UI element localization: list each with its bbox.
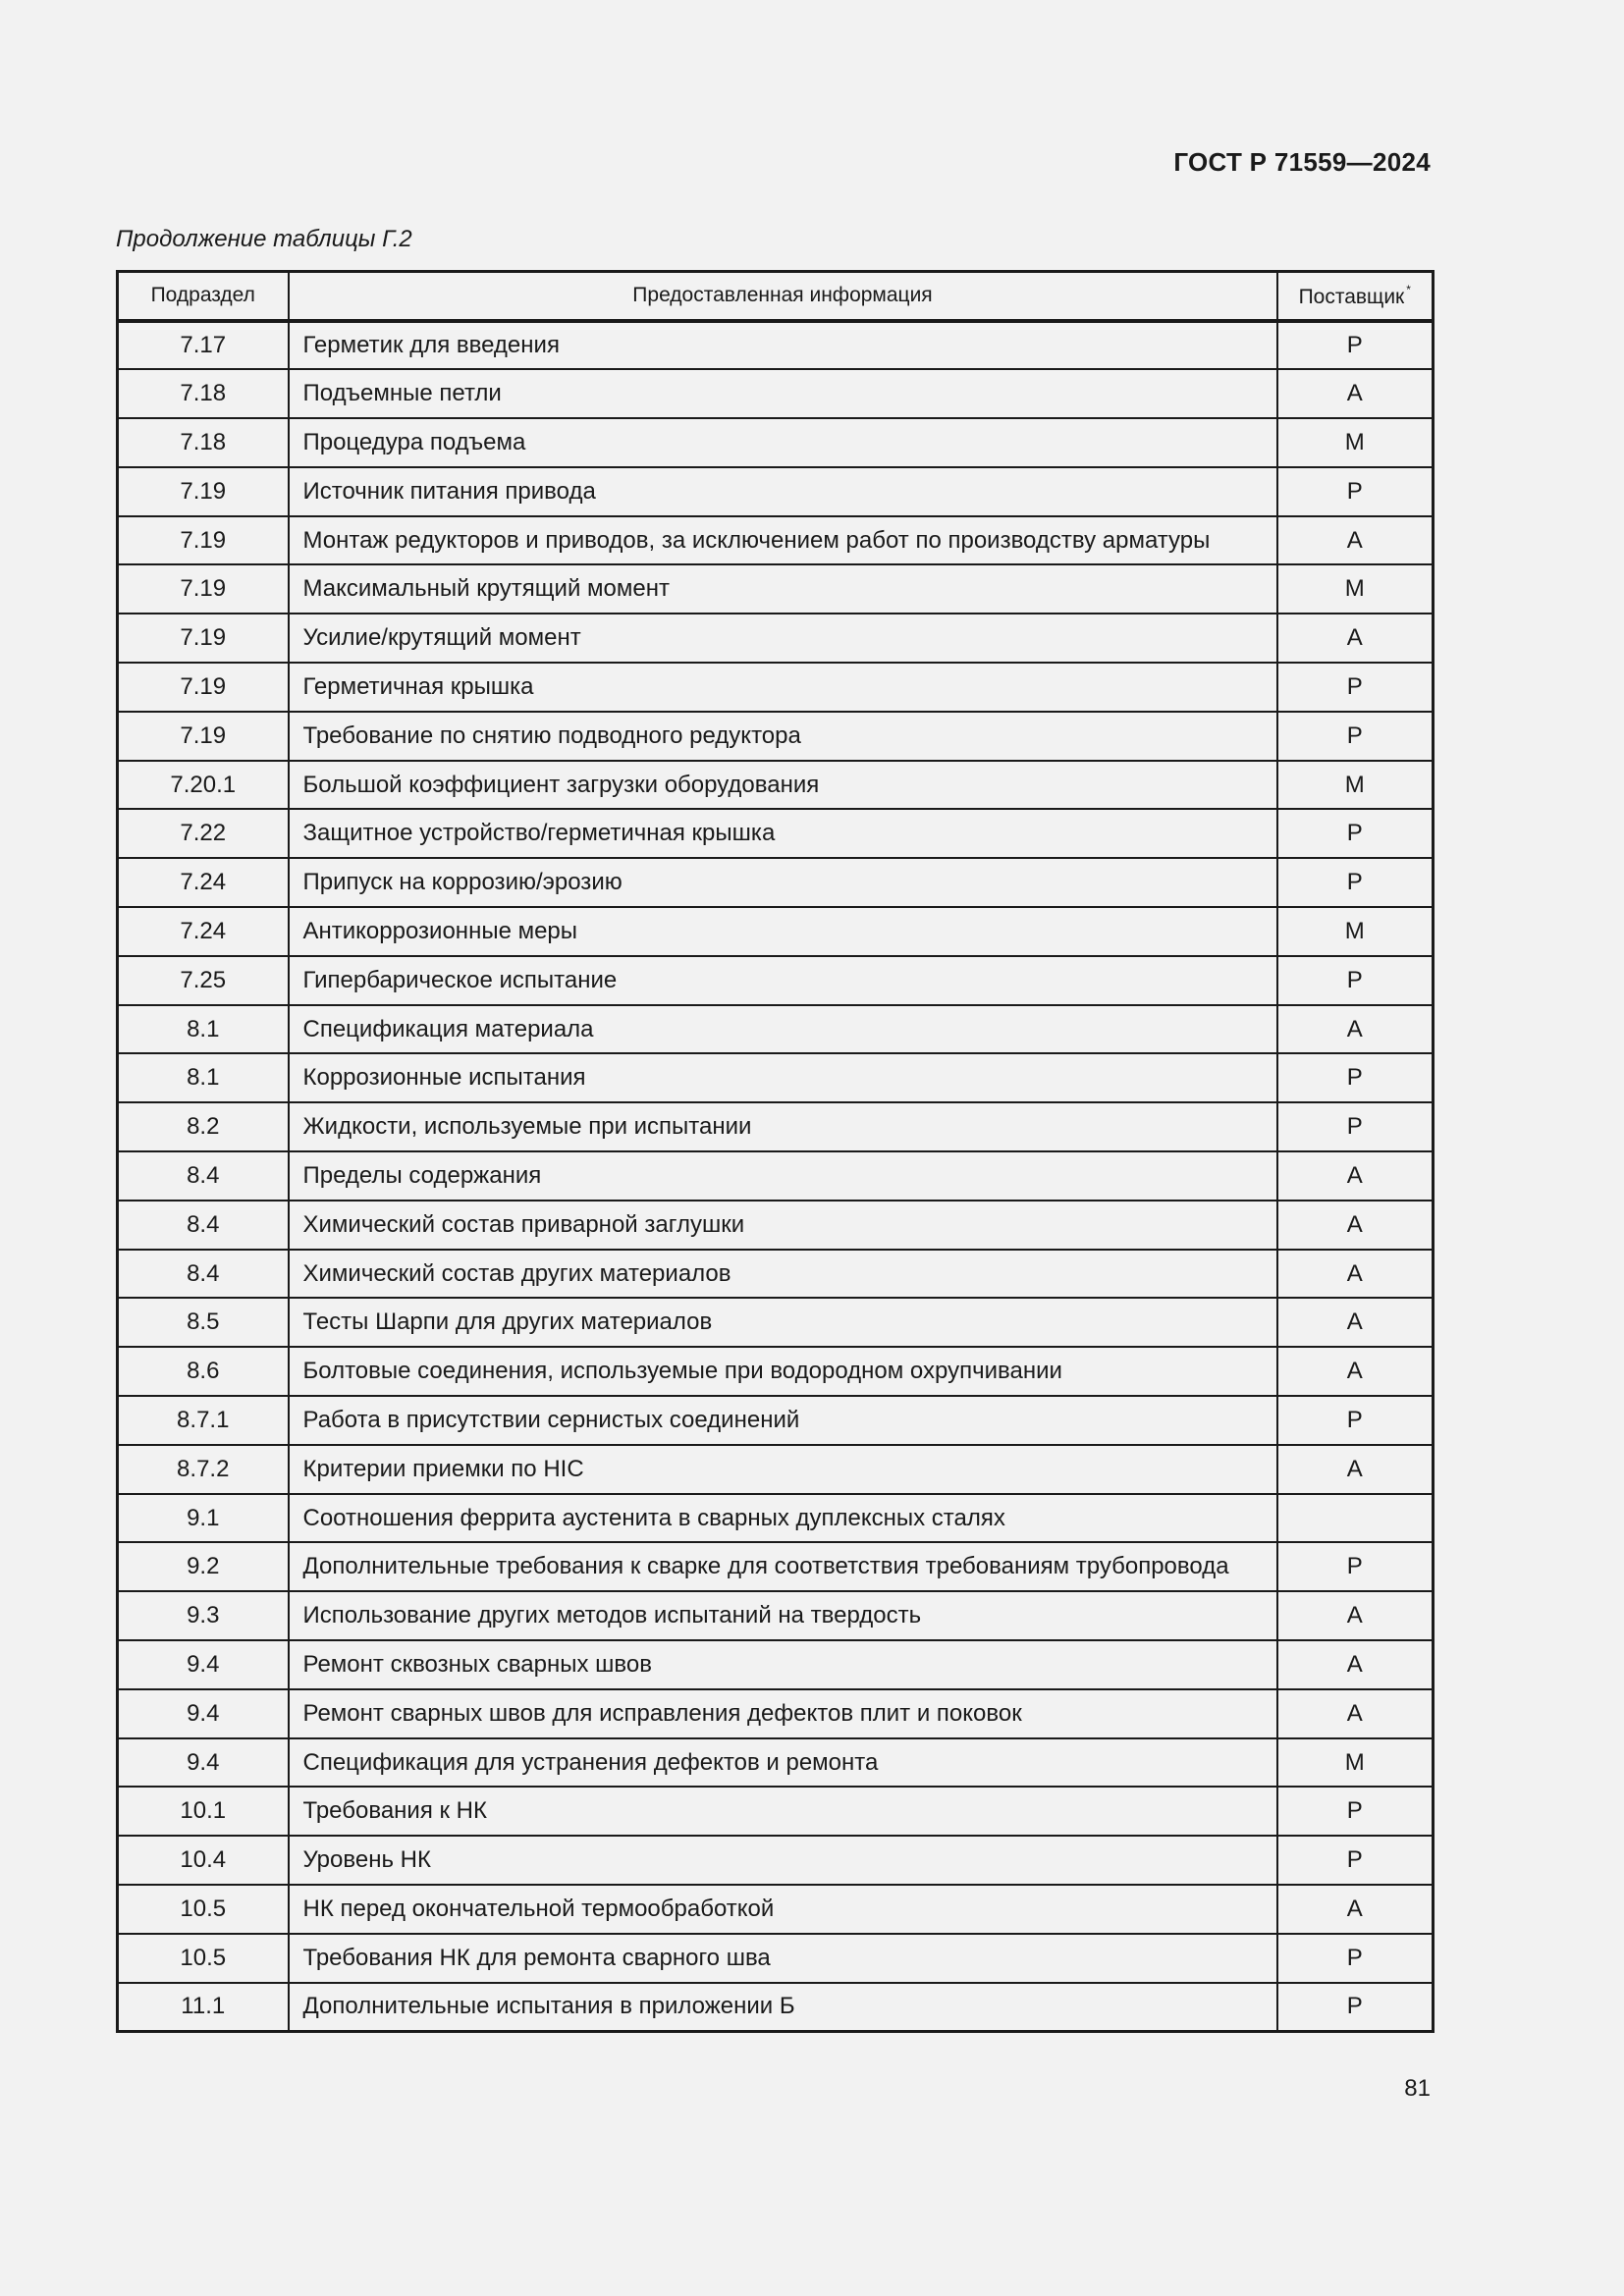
cell-information: Химический состав других материалов	[289, 1250, 1277, 1299]
cell-information: Подъемные петли	[289, 369, 1277, 418]
cell-subsection: 9.4	[118, 1640, 289, 1689]
table-row	[118, 1250, 1434, 1299]
cell-supplier: P	[1277, 1983, 1434, 2032]
table-row	[118, 369, 1434, 418]
cell-information: Требование по снятию подводного редуктора	[289, 712, 1277, 761]
cell-information: Антикоррозионные меры	[289, 907, 1277, 956]
cell-subsection: 8.4	[118, 1250, 289, 1299]
table-row	[118, 858, 1434, 907]
cell-supplier: A	[1277, 1005, 1434, 1054]
table-row	[118, 1151, 1434, 1201]
cell-information: Герметичная крышка	[289, 663, 1277, 712]
requirements-table-container	[116, 270, 1432, 2033]
table-row	[118, 761, 1434, 810]
table-body	[118, 321, 1434, 2032]
cell-subsection: 8.4	[118, 1201, 289, 1250]
table-row	[118, 1689, 1434, 1738]
cell-supplier	[1277, 1494, 1434, 1543]
cell-subsection: 7.25	[118, 956, 289, 1005]
table-row	[118, 956, 1434, 1005]
cell-supplier: P	[1277, 1836, 1434, 1885]
table-row	[118, 1934, 1434, 1983]
cell-subsection: 7.19	[118, 614, 289, 663]
cell-information: Соотношения феррита аустенита в сварных дуплексных сталях	[289, 1494, 1277, 1543]
cell-subsection: 8.7.1	[118, 1396, 289, 1445]
cell-supplier: P	[1277, 467, 1434, 516]
cell-supplier: M	[1277, 418, 1434, 467]
column-header-information: Предоставленная информация	[289, 272, 1277, 321]
cell-subsection: 7.18	[118, 369, 289, 418]
cell-information: Припуск на коррозию/эрозию	[289, 858, 1277, 907]
cell-supplier: A	[1277, 1689, 1434, 1738]
table-row	[118, 1053, 1434, 1102]
table-row	[118, 614, 1434, 663]
table-row	[118, 516, 1434, 565]
table-row	[118, 1102, 1434, 1151]
table-row	[118, 1640, 1434, 1689]
cell-subsection: 8.6	[118, 1347, 289, 1396]
cell-information: Защитное устройство/герметичная крышка	[289, 809, 1277, 858]
footnote-marker: *	[1406, 282, 1411, 296]
cell-subsection: 9.2	[118, 1542, 289, 1591]
cell-information: Ремонт сварных швов для исправления дефектов плит и поковок	[289, 1689, 1277, 1738]
table-row	[118, 907, 1434, 956]
cell-information: Уровень НК	[289, 1836, 1277, 1885]
cell-information: Коррозионные испытания	[289, 1053, 1277, 1102]
cell-information: Источник питания привода	[289, 467, 1277, 516]
cell-subsection: 9.1	[118, 1494, 289, 1543]
table-row	[118, 418, 1434, 467]
cell-supplier: P	[1277, 1934, 1434, 1983]
table-row	[118, 712, 1434, 761]
cell-supplier: A	[1277, 1885, 1434, 1934]
table-row	[118, 564, 1434, 614]
cell-supplier: A	[1277, 1201, 1434, 1250]
cell-supplier: A	[1277, 1640, 1434, 1689]
column-header-supplier: Поставщик *	[1277, 272, 1434, 321]
cell-subsection: 7.18	[118, 418, 289, 467]
cell-supplier: A	[1277, 516, 1434, 565]
table-row	[118, 1347, 1434, 1396]
cell-supplier: P	[1277, 1102, 1434, 1151]
cell-subsection: 9.4	[118, 1738, 289, 1788]
cell-supplier: A	[1277, 614, 1434, 663]
cell-subsection: 8.4	[118, 1151, 289, 1201]
cell-information: Монтаж редукторов и приводов, за исключением работ по производству арматуры	[289, 516, 1277, 565]
cell-supplier: M	[1277, 1738, 1434, 1788]
cell-subsection: 7.24	[118, 858, 289, 907]
table-row	[118, 1738, 1434, 1788]
cell-supplier: A	[1277, 1250, 1434, 1299]
cell-supplier: A	[1277, 1347, 1434, 1396]
cell-subsection: 7.17	[118, 321, 289, 370]
cell-subsection: 10.5	[118, 1885, 289, 1934]
cell-subsection: 8.1	[118, 1053, 289, 1102]
table-row	[118, 1885, 1434, 1934]
cell-supplier: P	[1277, 663, 1434, 712]
table-row	[118, 467, 1434, 516]
table-row	[118, 1494, 1434, 1543]
cell-subsection: 7.19	[118, 564, 289, 614]
table-row	[118, 1445, 1434, 1494]
cell-subsection: 11.1	[118, 1983, 289, 2032]
cell-information: Жидкости, используемые при испытании	[289, 1102, 1277, 1151]
cell-information: Гипербарическое испытание	[289, 956, 1277, 1005]
cell-information: Максимальный крутящий момент	[289, 564, 1277, 614]
cell-subsection: 7.22	[118, 809, 289, 858]
cell-subsection: 10.4	[118, 1836, 289, 1885]
cell-information: Спецификация для устранения дефектов и ремонта	[289, 1738, 1277, 1788]
cell-information: Использование других методов испытаний на твердость	[289, 1591, 1277, 1640]
cell-subsection: 7.19	[118, 516, 289, 565]
table-row	[118, 1542, 1434, 1591]
cell-supplier: P	[1277, 321, 1434, 370]
cell-subsection: 9.3	[118, 1591, 289, 1640]
cell-supplier: A	[1277, 1298, 1434, 1347]
cell-information: Болтовые соединения, используемые при водородном охрупчивании	[289, 1347, 1277, 1396]
table-row	[118, 663, 1434, 712]
cell-subsection: 8.1	[118, 1005, 289, 1054]
cell-supplier: P	[1277, 1053, 1434, 1102]
cell-subsection: 7.24	[118, 907, 289, 956]
table-row	[118, 1836, 1434, 1885]
cell-information: Спецификация материала	[289, 1005, 1277, 1054]
cell-supplier: A	[1277, 1445, 1434, 1494]
cell-supplier: P	[1277, 1542, 1434, 1591]
cell-supplier: M	[1277, 761, 1434, 810]
cell-supplier: P	[1277, 858, 1434, 907]
cell-subsection: 10.5	[118, 1934, 289, 1983]
cell-subsection: 8.7.2	[118, 1445, 289, 1494]
cell-information: Требования к НК	[289, 1787, 1277, 1836]
cell-information: Ремонт сквозных сварных швов	[289, 1640, 1277, 1689]
cell-subsection: 7.19	[118, 663, 289, 712]
cell-subsection: 7.19	[118, 712, 289, 761]
table-row	[118, 1591, 1434, 1640]
cell-information: Усилие/крутящий момент	[289, 614, 1277, 663]
cell-information: Работа в присутствии сернистых соединений	[289, 1396, 1277, 1445]
cell-supplier: A	[1277, 1151, 1434, 1201]
cell-information: Тесты Шарпи для других материалов	[289, 1298, 1277, 1347]
cell-information: Дополнительные испытания в приложении Б	[289, 1983, 1277, 2032]
cell-subsection: 8.5	[118, 1298, 289, 1347]
cell-supplier: P	[1277, 712, 1434, 761]
table-row	[118, 321, 1434, 370]
cell-supplier: M	[1277, 564, 1434, 614]
cell-information: Требования НК для ремонта сварного шва	[289, 1934, 1277, 1983]
document-code: ГОСТ Р 71559—2024	[1173, 147, 1431, 177]
cell-information: Герметик для введения	[289, 321, 1277, 370]
cell-supplier: A	[1277, 369, 1434, 418]
cell-information: Пределы содержания	[289, 1151, 1277, 1201]
table-row	[118, 1298, 1434, 1347]
table-caption: Продолжение таблицы Г.2	[116, 226, 412, 252]
table-row	[118, 1787, 1434, 1836]
page-number: 81	[1404, 2075, 1431, 2102]
table-row	[118, 1983, 1434, 2032]
table-row	[118, 809, 1434, 858]
cell-supplier: P	[1277, 809, 1434, 858]
cell-information: Критерии приемки по HIC	[289, 1445, 1277, 1494]
cell-supplier: A	[1277, 1591, 1434, 1640]
table-header-row	[118, 272, 1434, 321]
cell-information: НК перед окончательной термообработкой	[289, 1885, 1277, 1934]
column-header-subsection: Подраздел	[118, 272, 289, 321]
cell-information: Дополнительные требования к сварке для соответствия требованиям трубопровода	[289, 1542, 1277, 1591]
requirements-table	[116, 270, 1435, 2033]
cell-subsection: 10.1	[118, 1787, 289, 1836]
cell-supplier: M	[1277, 907, 1434, 956]
cell-supplier: P	[1277, 956, 1434, 1005]
table-row	[118, 1396, 1434, 1445]
cell-supplier: P	[1277, 1396, 1434, 1445]
cell-subsection: 9.4	[118, 1689, 289, 1738]
cell-subsection: 8.2	[118, 1102, 289, 1151]
cell-subsection: 7.20.1	[118, 761, 289, 810]
cell-information: Большой коэффициент загрузки оборудования	[289, 761, 1277, 810]
cell-supplier: P	[1277, 1787, 1434, 1836]
table-row	[118, 1005, 1434, 1054]
cell-subsection: 7.19	[118, 467, 289, 516]
cell-information: Химический состав приварной заглушки	[289, 1201, 1277, 1250]
table-row	[118, 1201, 1434, 1250]
cell-information: Процедура подъема	[289, 418, 1277, 467]
